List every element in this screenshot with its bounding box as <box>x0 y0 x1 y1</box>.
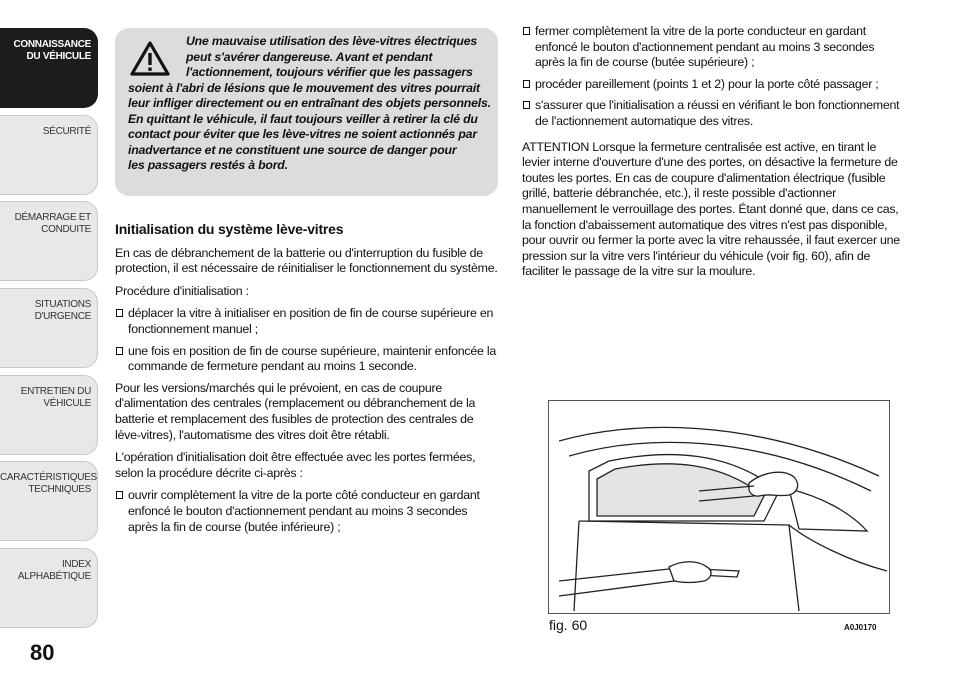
tab-label: SÉCURITÉ <box>42 126 91 137</box>
left-column <box>115 222 500 541</box>
figure-car-door-illustration <box>548 400 890 614</box>
bullet-item: s'assurer que l'initialisation a réussi en vérifiant le bon fonctionnement de l'actionnement automatique des vitres. <box>522 98 907 129</box>
tab-label: DÉMARRAGE ET CONDUITE <box>14 212 91 235</box>
page-number: 80 <box>30 640 55 665</box>
tab-label: ENTRETIEN DU VÉHICULE <box>20 386 91 409</box>
tab-label: CARACTÉRISTIQUES TECHNIQUES <box>0 472 97 495</box>
tab-connaissance-du-vehicule[interactable] <box>0 28 98 108</box>
car-door-illustration <box>549 401 889 613</box>
bullet-item: fermer complètement la vitre de la porte conducteur en gardant enfoncé le bouton d'actionnement pendant au moins 3 secondes après la fin de course (butée supérieure) ; <box>522 24 907 71</box>
section-heading: Initialisation du système lève-vitres <box>115 221 344 237</box>
right-column <box>522 24 907 287</box>
warning-line: l'actionnement, toujours vérifier que les passagers <box>186 65 473 79</box>
bullet-item: déplacer la vitre à initialiser en position de fin de course supérieure en fonctionnement manuel ; <box>115 306 500 337</box>
warning-line: soient à l'abri de lésions que le mouvement des vitres pourrait <box>128 80 480 95</box>
bullet-item: ouvrir complètement la vitre de la porte côté conducteur en gardant enfoncé le bouton d'actionnement pendant au moins 3 secondes après la fin de course (butée inférieure) ; <box>115 488 500 535</box>
warning-line: les passagers restés à bord. <box>128 158 288 172</box>
tab-entretien-du-vehicule[interactable] <box>0 375 98 455</box>
warning-line: En quittant le véhicule, il faut toujours veiller à retirer la clé du <box>128 111 478 126</box>
bullet-item: une fois en position de fin de course supérieure, maintenir enfoncée la commande de fermeture pendant au moins 1 seconde. <box>115 344 500 375</box>
figure-caption: fig. 60 <box>549 617 588 633</box>
tab-situations-d-urgence[interactable] <box>0 288 98 368</box>
tab-caracteristiques-techniques[interactable] <box>0 461 98 541</box>
warning-box <box>115 28 498 196</box>
warning-triangle-icon <box>129 40 171 78</box>
figure-code: A0J0170 <box>844 623 877 632</box>
procedure-label: Procédure d'initialisation : <box>115 283 249 298</box>
tab-label: CONNAISSANCE DU VÉHICULE <box>13 39 91 62</box>
chapter-sidebar <box>0 0 100 686</box>
tab-securite[interactable] <box>0 115 98 195</box>
intro-paragraph: En cas de débranchement de la batterie ou d'interruption du fusible de protection, il est nécessaire de réinitialiser le fonctionnement du système. <box>115 245 498 276</box>
warning-line: leur infliger directement ou en entraînant des objets personnels. <box>128 96 491 110</box>
warning-line: peut s'avérer dangereuse. Avant et pendant <box>186 49 433 64</box>
attention-paragraph: ATTENTION Lorsque la fermeture centralisée est active, en tirant le levier interne d'ouverture d'une des portes, on désactive la fermeture de toutes les portes. En cas de coupure d'alimentation électrique (fusible grillé, batterie débranchée, etc.), il reste possible d'actionner manuellement le verrouillage des portes. Étant donné que, dans ce cas, la fonction d'abaissement automatique des vitres n'est pas disponible, pour ouvrir ou fermer la porte avec la vitre rehaussée, il faut exercer une pression sur la vitre vers l'intérieur du véhicule (voir fig. 60), afin de faciliter le passage de la vitre sur la moulure. <box>522 139 900 279</box>
tab-demarrage-et-conduite[interactable] <box>0 201 98 281</box>
tab-label: INDEX ALPHABÉTIQUE <box>17 559 91 582</box>
warning-line: contact pour éviter que les lève-vitres ne soient actionnés par <box>128 127 477 141</box>
tab-index-alphabetique[interactable] <box>0 548 98 628</box>
versions-paragraph: Pour les versions/marchés qui le prévoient, en cas de coupure d'alimentation des centrales (remplacement ou débranchement de la batterie et remplacement des fusibles de protection des centrales de lève-vitres), l'automatisme des vitres doit être rétabli. <box>115 380 476 442</box>
warning-line: inadvertance et ne constituent une source de danger pour <box>128 142 457 157</box>
warning-line: Une mauvaise utilisation des lève-vitres électriques <box>186 34 478 48</box>
bullet-item: procéder pareillement (points 1 et 2) pour la porte côté passager ; <box>522 77 907 93</box>
init-paragraph: L'opération d'initialisation doit être effectuée avec les portes fermées, selon la procédure décrite ci-après : <box>115 450 476 480</box>
tab-label: SITUATIONS D'URGENCE <box>34 299 91 322</box>
